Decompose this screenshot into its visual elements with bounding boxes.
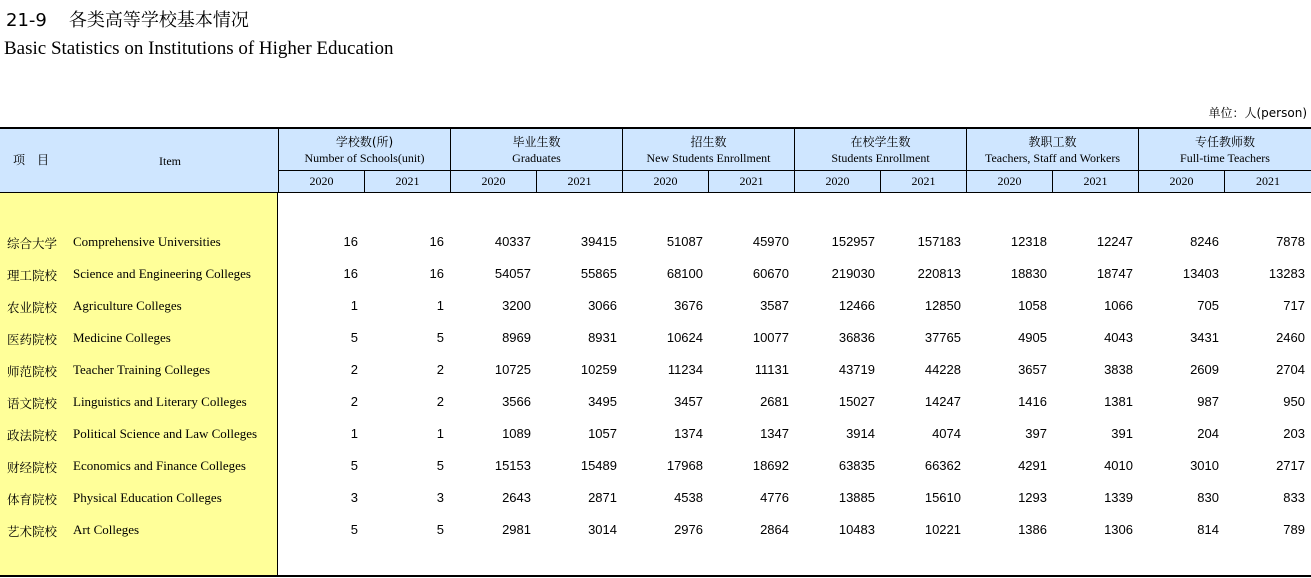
row-label-cn: 语文院校 xyxy=(7,396,58,411)
table-cell: 1339 xyxy=(1104,490,1133,505)
row-label-en: Science and Engineering Colleges xyxy=(73,266,251,281)
table-cell: 3587 xyxy=(760,298,789,313)
header-group-en: New Students Enrollment xyxy=(646,150,771,165)
header-group-cn: 专任教师数 xyxy=(1194,134,1255,149)
header-group-cn: 毕业生数 xyxy=(512,134,561,149)
table-cell: 2609 xyxy=(1190,362,1219,377)
header-year: 2020 xyxy=(1138,171,1224,192)
table-cell: 15489 xyxy=(580,458,617,473)
table-cell: 987 xyxy=(1197,394,1219,409)
table-cell: 152957 xyxy=(831,234,875,249)
table-cell: 1386 xyxy=(1018,522,1047,537)
table-cell: 2717 xyxy=(1276,458,1305,473)
table-cell: 8969 xyxy=(502,330,531,345)
table-cell: 16 xyxy=(429,234,444,249)
table-cell: 4043 xyxy=(1104,330,1133,345)
table-cell: 8246 xyxy=(1190,234,1219,249)
table-cell: 4776 xyxy=(760,490,789,505)
table-cell: 15153 xyxy=(494,458,531,473)
row-label-cn: 艺术院校 xyxy=(7,524,58,539)
table-cell: 66362 xyxy=(924,458,961,473)
table-cell: 2 xyxy=(350,394,358,409)
table-cell: 814 xyxy=(1197,522,1219,537)
table-cell: 10624 xyxy=(666,330,703,345)
table-cell: 16 xyxy=(343,234,358,249)
table-cell: 18692 xyxy=(752,458,789,473)
table-cell: 1 xyxy=(436,298,444,313)
row-label-cn: 医药院校 xyxy=(7,332,58,347)
header-group xyxy=(966,129,1138,171)
table-cell: 1416 xyxy=(1018,394,1047,409)
table-cell: 37765 xyxy=(924,330,961,345)
table-cell: 16 xyxy=(343,266,358,281)
table-cell: 1306 xyxy=(1104,522,1133,537)
table-cell: 39415 xyxy=(580,234,617,249)
table-cell: 4905 xyxy=(1018,330,1047,345)
header-group-cn: 学校数(所) xyxy=(335,134,394,149)
table-cell: 2981 xyxy=(502,522,531,537)
table-cell: 789 xyxy=(1283,522,1305,537)
table-cell: 68100 xyxy=(666,266,703,281)
table-row xyxy=(0,296,1311,316)
table-row xyxy=(0,488,1311,508)
table-cell: 397 xyxy=(1025,426,1047,441)
table-cell: 13403 xyxy=(1182,266,1219,281)
table-cell: 4538 xyxy=(674,490,703,505)
table-cell: 220813 xyxy=(917,266,961,281)
row-label-cn: 综合大学 xyxy=(7,236,58,251)
header-year: 2020 xyxy=(622,171,708,192)
header-group-en: Full-time Teachers xyxy=(1180,150,1270,165)
table-cell: 2 xyxy=(350,362,358,377)
header-group xyxy=(794,129,966,171)
table-cell: 2460 xyxy=(1276,330,1305,345)
table-header xyxy=(0,127,1311,193)
table-cell: 43719 xyxy=(838,362,875,377)
table-cell: 3014 xyxy=(588,522,617,537)
header-item-cn: 项 目 xyxy=(13,153,50,167)
table-cell: 10259 xyxy=(580,362,617,377)
table-cell: 833 xyxy=(1283,490,1305,505)
table-cell: 2643 xyxy=(502,490,531,505)
header-group xyxy=(622,129,794,171)
table-row xyxy=(0,424,1311,444)
table-cell: 1066 xyxy=(1104,298,1133,313)
table-cell: 54057 xyxy=(494,266,531,281)
header-year: 2021 xyxy=(536,171,622,192)
table-cell: 7878 xyxy=(1276,234,1305,249)
table-cell: 40337 xyxy=(494,234,531,249)
header-group-en: Number of Schools(unit) xyxy=(304,150,425,165)
table-cell: 12247 xyxy=(1096,234,1133,249)
row-label-en: Physical Education Colleges xyxy=(73,490,222,505)
table-cell: 3066 xyxy=(588,298,617,313)
table-cell: 11234 xyxy=(667,362,703,377)
table-cell: 3457 xyxy=(674,394,703,409)
table-title-cn-text: 各类高等学校基本情况 xyxy=(68,10,249,31)
table-cell: 1381 xyxy=(1104,394,1133,409)
table-cell: 705 xyxy=(1197,298,1219,313)
table-cell: 1057 xyxy=(588,426,617,441)
header-group xyxy=(450,129,622,171)
table-cell: 10483 xyxy=(838,522,875,537)
table-cell: 11131 xyxy=(754,362,789,377)
table-cell: 14247 xyxy=(924,394,961,409)
table-cell: 2871 xyxy=(588,490,617,505)
table-cell: 2976 xyxy=(674,522,703,537)
table-cell: 55865 xyxy=(580,266,617,281)
table-cell: 3566 xyxy=(502,394,531,409)
table-cell: 44228 xyxy=(924,362,961,377)
table-cell: 5 xyxy=(350,330,358,345)
row-label-cn: 体育院校 xyxy=(7,492,58,507)
table-cell: 3010 xyxy=(1190,458,1219,473)
table-cell: 12466 xyxy=(838,298,875,313)
table-row xyxy=(0,456,1311,476)
row-label-cn: 理工院校 xyxy=(7,268,58,283)
header-group-cn: 教职工数 xyxy=(1028,134,1077,149)
table-cell: 1 xyxy=(350,426,358,441)
row-label-en: Agriculture Colleges xyxy=(73,298,182,313)
table-cell: 203 xyxy=(1283,426,1305,441)
table-cell: 950 xyxy=(1283,394,1305,409)
table-cell: 4010 xyxy=(1104,458,1133,473)
table-cell: 60670 xyxy=(752,266,789,281)
table-cell: 13283 xyxy=(1268,266,1305,281)
table-cell: 36836 xyxy=(838,330,875,345)
table-cell: 4291 xyxy=(1018,458,1047,473)
header-group-cn: 在校学生数 xyxy=(850,134,911,149)
table-cell: 2704 xyxy=(1276,362,1305,377)
row-label-cn: 师范院校 xyxy=(7,364,58,379)
table-row xyxy=(0,360,1311,380)
table-cell: 5 xyxy=(350,458,358,473)
row-label-cn: 农业院校 xyxy=(7,300,58,315)
header-item xyxy=(0,129,278,192)
header-year: 2020 xyxy=(450,171,536,192)
table-cell: 219030 xyxy=(831,266,875,281)
table-cell: 1058 xyxy=(1018,298,1047,313)
table-cell: 3 xyxy=(350,490,358,505)
header-year: 2020 xyxy=(966,171,1052,192)
table-cell: 2864 xyxy=(760,522,789,537)
row-label-cn: 政法院校 xyxy=(7,428,58,443)
table-cell: 3676 xyxy=(674,298,703,313)
table-title-en: Basic Statistics on Institutions of Higher Education xyxy=(4,38,394,59)
table-cell: 5 xyxy=(436,522,444,537)
row-label-en: Economics and Finance Colleges xyxy=(73,458,246,473)
header-year: 2020 xyxy=(278,171,364,192)
row-label-en: Comprehensive Universities xyxy=(73,234,221,249)
table-cell: 3495 xyxy=(588,394,617,409)
table-cell: 51087 xyxy=(666,234,703,249)
table-cell: 1374 xyxy=(674,426,703,441)
table-cell: 15610 xyxy=(924,490,961,505)
header-group-en: Students Enrollment xyxy=(831,150,930,165)
header-year: 2021 xyxy=(364,171,450,192)
table-cell: 15027 xyxy=(838,394,875,409)
unit-label: 单位：人(person) xyxy=(1208,106,1307,120)
table-cell: 3 xyxy=(436,490,444,505)
table-cell: 3657 xyxy=(1018,362,1047,377)
header-group xyxy=(1138,129,1311,171)
table-bottom-rule xyxy=(0,575,1311,577)
table-cell: 2681 xyxy=(760,394,789,409)
row-label-en: Linguistics and Literary Colleges xyxy=(73,394,247,409)
header-group xyxy=(278,129,450,171)
header-group-en: Teachers, Staff and Workers xyxy=(984,150,1121,165)
table-cell: 717 xyxy=(1283,298,1305,313)
table-cell: 10077 xyxy=(752,330,789,345)
table-cell: 1 xyxy=(350,298,358,313)
table-cell: 12318 xyxy=(1010,234,1047,249)
table-cell: 18747 xyxy=(1096,266,1133,281)
table-cell: 10221 xyxy=(924,522,961,537)
table-cell: 3838 xyxy=(1104,362,1133,377)
table-cell: 13885 xyxy=(838,490,875,505)
table-cell: 5 xyxy=(350,522,358,537)
table-cell: 45970 xyxy=(752,234,789,249)
header-year: 2020 xyxy=(794,171,880,192)
table-cell: 1 xyxy=(436,426,444,441)
table-row xyxy=(0,392,1311,412)
table-title-cn xyxy=(6,6,249,32)
table-cell: 1293 xyxy=(1018,490,1047,505)
table-cell: 1347 xyxy=(760,426,789,441)
table-row xyxy=(0,328,1311,348)
table-cell: 5 xyxy=(436,330,444,345)
header-item-en: Item xyxy=(159,154,181,168)
table-cell: 2 xyxy=(436,362,444,377)
header-year: 2021 xyxy=(708,171,794,192)
row-label-en: Medicine Colleges xyxy=(73,330,171,345)
table-cell: 16 xyxy=(429,266,444,281)
row-label-en: Teacher Training Colleges xyxy=(73,362,211,377)
table-cell: 830 xyxy=(1197,490,1219,505)
header-year: 2021 xyxy=(1224,171,1311,192)
row-label-cn: 财经院校 xyxy=(7,460,58,475)
table-cell: 157183 xyxy=(917,234,961,249)
table-cell: 3431 xyxy=(1190,330,1219,345)
row-label-en: Art Colleges xyxy=(73,522,140,537)
table-cell: 2 xyxy=(436,394,444,409)
table-cell: 18830 xyxy=(1010,266,1047,281)
table-cell: 8931 xyxy=(588,330,617,345)
table-cell: 204 xyxy=(1197,426,1219,441)
table-row xyxy=(0,520,1311,540)
header-year: 2021 xyxy=(1052,171,1138,192)
table-cell: 17968 xyxy=(666,458,703,473)
table-number: 21-9 xyxy=(6,10,47,31)
table-cell: 3200 xyxy=(502,298,531,313)
table-cell: 10725 xyxy=(494,362,531,377)
table-cell: 4074 xyxy=(932,426,961,441)
table-cell: 5 xyxy=(436,458,444,473)
table-cell: 3914 xyxy=(846,426,875,441)
table-cell: 12850 xyxy=(924,298,961,313)
table-row xyxy=(0,232,1311,252)
header-year: 2021 xyxy=(880,171,966,192)
row-label-en: Political Science and Law Colleges xyxy=(73,426,258,441)
table-cell: 391 xyxy=(1111,426,1133,441)
table-cell: 63835 xyxy=(838,458,875,473)
header-group-en: Graduates xyxy=(512,150,561,165)
header-group-cn: 招生数 xyxy=(690,134,727,149)
table-cell: 1089 xyxy=(502,426,531,441)
table-row xyxy=(0,264,1311,284)
